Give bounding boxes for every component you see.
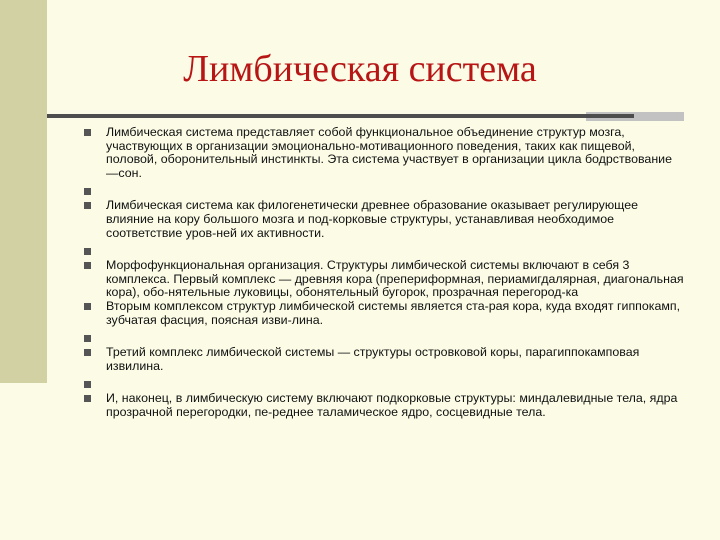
square-bullet-icon [84, 248, 91, 255]
list-item-empty [84, 332, 684, 346]
square-bullet-icon [84, 202, 91, 209]
title-underline [47, 114, 634, 118]
square-bullet-icon [84, 381, 91, 388]
slide-title: Лимбическая система [183, 48, 537, 90]
list-item-text: Морфофункциональная организация. Структуры лимбической системы включают в себя 3 комплекса. Первый комплекс — древняя кора (препериформная, периамигдалярная, диагональная кора), обо-нятельные луковицы, обонятельный бугорок, прозрачная перегород-ка [106, 258, 684, 300]
list-item [84, 346, 684, 373]
list-item-text: Третий комплекс лимбической системы — структуры островковой коры, парагиппокамповая извилина. [106, 345, 640, 373]
list-item-empty [84, 245, 684, 259]
square-bullet-icon [84, 303, 91, 310]
list-item [84, 126, 684, 180]
list-item [84, 259, 684, 300]
square-bullet-icon [84, 335, 91, 342]
square-bullet-icon [84, 262, 91, 269]
list-item [84, 300, 684, 327]
list-item-text: Вторым комплексом структур лимбической системы является ста-рая кора, куда входят гиппокамп, зубчатая фасция, поясная изви-лина. [106, 298, 681, 327]
list-item-empty [84, 185, 684, 199]
square-bullet-icon [84, 129, 91, 136]
square-bullet-icon [84, 188, 91, 195]
list-item-empty [84, 378, 684, 392]
list-item-text: И, наконец, в лимбическую систему включают подкорковые структуры: миндалевидные тела, ядра прозрачной перегородки, пе-реднее таламическое ядро, сосцевидные тела. [106, 391, 678, 419]
list-item [84, 199, 684, 240]
list-item-text: Лимбическая система представляет собой функциональное объединение структур мозга, участвующих в организации эмоционально-мотивационного поведения, таких как пищевой, половой, оборонительный инстинкты. Эта система участвует в организации цикла бодрствование—сон. [106, 125, 672, 180]
bullet-list [84, 126, 684, 420]
square-bullet-icon [84, 349, 91, 356]
list-item [84, 392, 684, 419]
square-bullet-icon [84, 395, 91, 402]
list-item-text: Лимбическая система как филогенетически древнее образование оказывает регулирующее влияние на кору большого мозга и под-корковые структуры, устанавливая необходимое соответствие уров-ней их активности. [106, 198, 638, 240]
